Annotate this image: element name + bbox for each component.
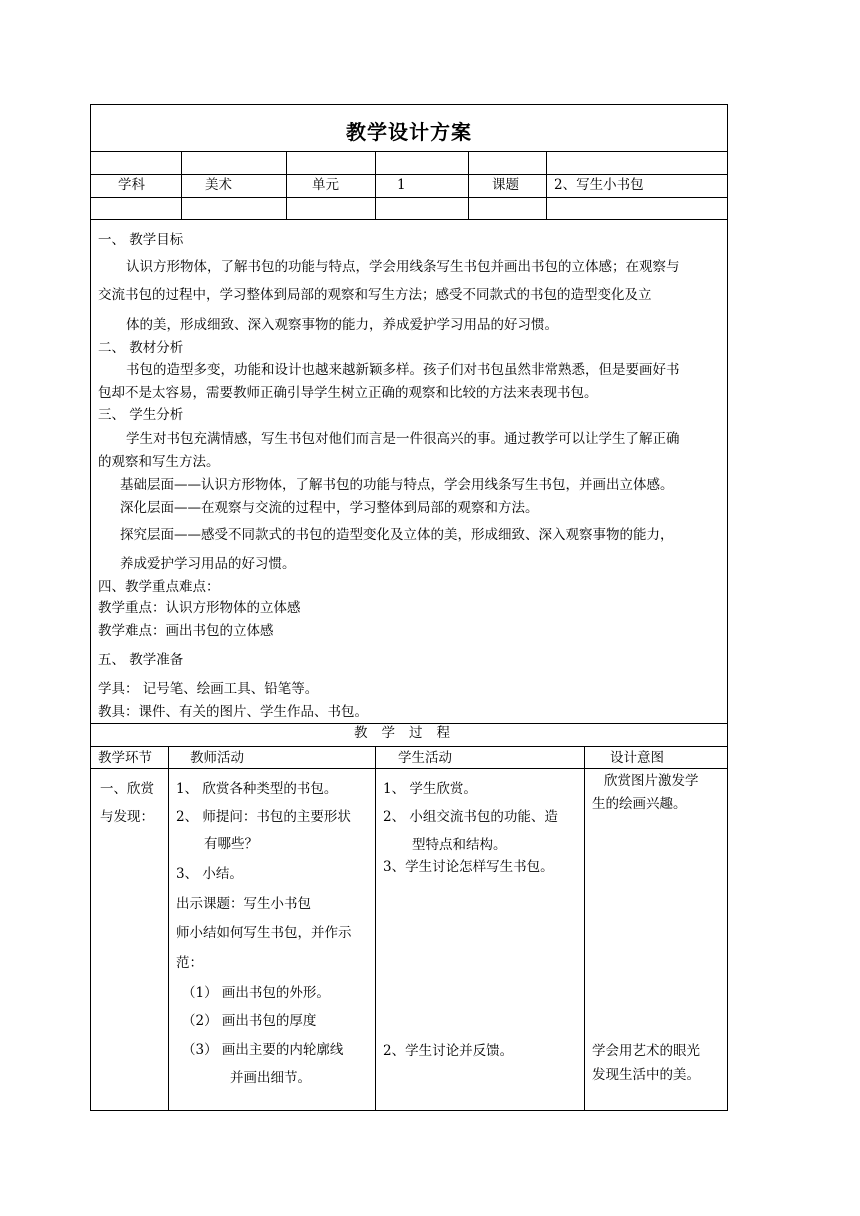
content-top-border xyxy=(90,219,728,220)
teacher-step-1: 1、 欣赏各种类型的书包。 xyxy=(176,781,338,797)
student-activity-1: 1、 学生欣赏。 xyxy=(383,781,477,797)
col-header-teacher: 教师活动 xyxy=(190,750,244,766)
level-deep: 深化层面——在观察与交流的过程中，学习整体到局部的观察和方法。 xyxy=(120,500,539,516)
unit-value: 1 xyxy=(397,177,406,193)
level-basic: 基础层面——认识方形物体，了解书包的功能与特点，学会用线条写生书包，并画出立体感。 xyxy=(120,477,674,493)
level-explore-line-2: 养成爱护学习用品的好习惯。 xyxy=(120,556,296,572)
col-header-stage: 教学环节 xyxy=(98,750,152,766)
row-divider xyxy=(90,197,728,198)
intent-1-line-2: 生的绘画兴趣。 xyxy=(592,796,687,812)
lesson-plan-document xyxy=(90,104,728,1110)
prep-heading: 五、 教学准备 xyxy=(98,652,184,668)
col-divider xyxy=(286,151,287,219)
title-divider xyxy=(90,151,728,152)
key-heading: 四、教学重点难点： xyxy=(98,579,220,595)
teacher-step-2-cont: 有哪些？ xyxy=(204,836,258,852)
goals-heading: 一、 教学目标 xyxy=(98,232,184,248)
unit-label: 单元 xyxy=(312,177,339,193)
col-header-student: 学生活动 xyxy=(398,750,452,766)
teacher-step-4: 出示课题：写生小书包 xyxy=(176,896,311,912)
process-header-divider xyxy=(90,768,728,769)
col-header-intent: 设计意图 xyxy=(610,750,664,766)
process-heading: 教学过程 xyxy=(354,725,464,741)
student-heading: 三、 学生分析 xyxy=(98,407,184,423)
student-activity-4: 2、学生讨论并反馈。 xyxy=(383,1043,514,1059)
col-divider xyxy=(181,151,182,219)
stage-line-2: 与发现： xyxy=(100,809,154,825)
teacher-substep-3-cont: 并画出细节。 xyxy=(230,1070,311,1086)
row-divider xyxy=(90,174,728,175)
student-activity-2: 2、 小组交流书包的功能、造 xyxy=(383,809,558,825)
prep-teacher: 教具：课件、有关的图片、学生作品、书包。 xyxy=(98,704,368,720)
student-activity-3: 3、学生讨论怎样写生书包。 xyxy=(383,859,554,875)
student-line-2: 的观察和写生方法。 xyxy=(98,454,220,470)
goals-line-2: 交流书包的过程中，学习整体到局部的观察和写生方法；感受不同款式的书包的造型变化及立 xyxy=(98,287,652,303)
teacher-step-5: 师小结如何写生书包，并作示 xyxy=(176,925,352,941)
intent-2-line-2: 发现生活中的美。 xyxy=(592,1067,700,1083)
teacher-step-3: 3、 小结。 xyxy=(176,866,243,882)
teacher-substep-3: （3） 画出主要的内轮廓线 xyxy=(182,1042,344,1058)
material-line-2: 包却不是太容易，需要教师正确引导学生树立正确的观察和比较的方法来表现书包。 xyxy=(98,385,598,401)
teacher-step-5-cont: 范： xyxy=(176,955,203,971)
goals-line-3: 体的美，形成细致、深入观察事物的能力，养成爱护学习用品的好习惯。 xyxy=(126,317,558,333)
level-explore-line-1: 探究层面——感受不同款式的书包的造型变化及立体的美，形成细致、深入观察事物的能力， xyxy=(120,527,674,543)
process-col-divider xyxy=(584,746,585,1110)
student-line-1: 学生对书包充满情感，写生书包对他们而言是一件很高兴的事。通过教学可以让学生了解正确 xyxy=(126,431,680,447)
intent-2-line-1: 学会用艺术的眼光 xyxy=(592,1043,700,1059)
teacher-step-2: 2、 师提问：书包的主要形状 xyxy=(176,809,351,825)
material-line-1: 书包的造型多变，功能和设计也越来越新颖多样。孩子们对书包虽然非常熟悉，但是要画好书 xyxy=(126,362,680,378)
process-col-divider xyxy=(168,746,169,1110)
student-activity-2-cont: 型特点和结构。 xyxy=(412,837,507,853)
table-bottom-border xyxy=(90,1110,728,1111)
topic-value: 2、写生小书包 xyxy=(554,177,644,193)
subject-label: 学科 xyxy=(118,177,145,193)
goals-line-1: 认识方形物体，了解书包的功能与特点，学会用线条写生书包并画出书包的立体感；在观察与 xyxy=(126,259,680,275)
topic-label: 课题 xyxy=(492,177,519,193)
page-title: 教学设计方案 xyxy=(346,120,472,144)
col-divider xyxy=(546,151,547,219)
process-col-divider xyxy=(375,746,376,1110)
col-divider xyxy=(375,151,376,219)
intent-1-line-1: 欣赏图片激发学 xyxy=(604,773,699,789)
process-heading-divider xyxy=(90,746,728,747)
teacher-substep-1: （1） 画出书包的外形。 xyxy=(182,985,330,1001)
difficult-point: 教学难点：画出书包的立体感 xyxy=(98,623,274,639)
material-heading: 二、 教材分析 xyxy=(98,340,184,356)
key-point: 教学重点：认识方形物体的立体感 xyxy=(98,600,301,616)
teacher-substep-2: （2） 画出书包的厚度 xyxy=(182,1013,317,1029)
col-divider xyxy=(468,151,469,219)
stage-line-1: 一、欣赏 xyxy=(100,781,154,797)
subject-value: 美术 xyxy=(205,177,232,193)
prep-student: 学具： 记号笔、绘画工具、铅笔等。 xyxy=(98,681,319,697)
